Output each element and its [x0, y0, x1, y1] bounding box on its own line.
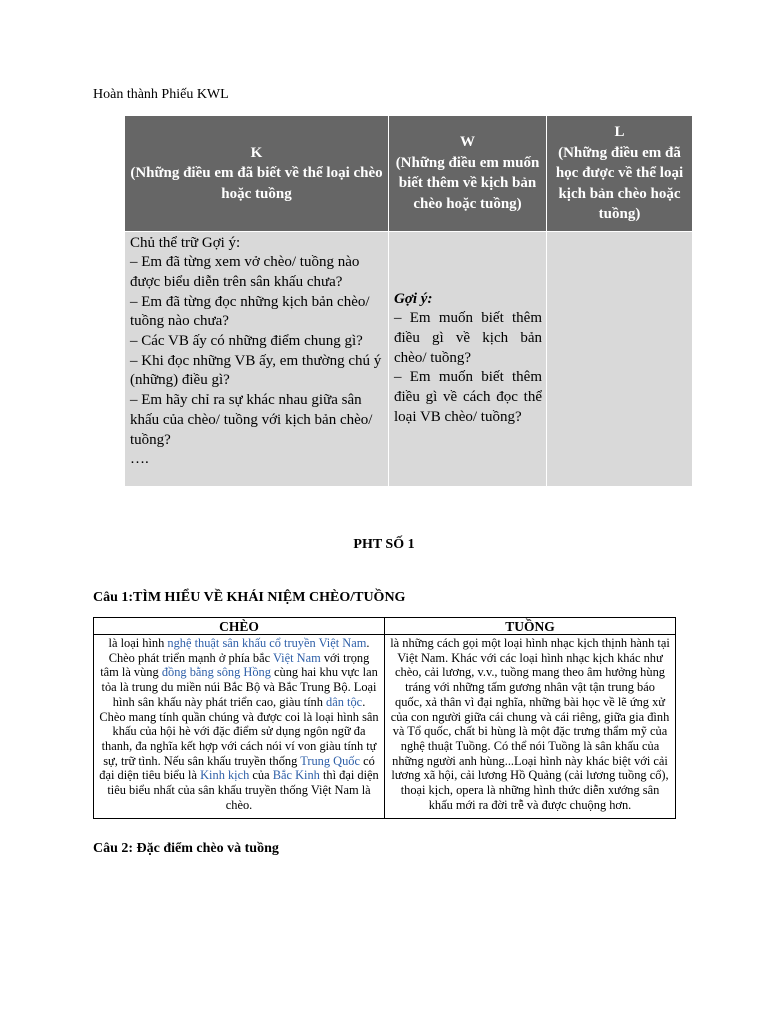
cheo-text: . Chèo mang tính quần chúng và được coi là loại hình sân khấu của hội hè với đặc điểm sử dụng ngôn ngữ đa thanh, đa nghĩa kết hợp với cách nói ví von giàu tính tự sự, trữ tình. Nếu sân khấu truyền thống [99, 694, 379, 768]
question-1-heading: Câu 1:TÌM HIỂU VỀ KHÁI NIỆM CHÈO/TUỒNG [93, 590, 406, 605]
question-2-heading: Câu 2: Đặc điểm chèo và tuồng [93, 841, 279, 856]
kwl-w-cell [389, 231, 547, 486]
w-title: Gợi ý: [394, 290, 433, 307]
ct-header-tuong: TUỒNG [385, 618, 676, 635]
kwl-header-w-letter: W [460, 134, 475, 151]
link-bac-kinh[interactable]: Bắc Kinh [272, 768, 320, 783]
k-line: – Em đã từng đọc những kịch bản chèo/ tuồng nào chưa? [130, 293, 370, 330]
kwl-header-row [125, 116, 693, 232]
ct-header-row [94, 618, 676, 635]
link-nghe-thuat[interactable]: nghệ thuật sân khấu cổ truyền Việt Nam [167, 636, 367, 650]
k-line: …. [130, 451, 149, 468]
kwl-l-cell [547, 231, 693, 486]
kwl-header-k [125, 116, 389, 232]
cheo-text: là loại hình [108, 636, 168, 650]
link-viet-nam[interactable]: Việt Nam [272, 650, 321, 665]
cheo-text: có đại diện tiêu biểu là [99, 753, 375, 783]
k-line: – Em hãy chỉ ra sự khác nhau giữa sân khấu của chèo/ tuồng với kịch bản chèo/ tuồng? [130, 392, 373, 448]
kwl-k-cell [125, 231, 389, 486]
link-kinh-kich[interactable]: Kinh kịch [200, 768, 250, 783]
k-line: – Các VB ấy có những điểm chung gì? [130, 333, 363, 350]
link-trung-quoc[interactable]: Trung Quốc [300, 753, 360, 768]
kwl-header-w [389, 116, 547, 232]
cheo-text: với trọng tâm là vùng [100, 650, 370, 680]
cheo-text: cùng hai khu vực lan tỏa là trung du miền núi Bắc Bộ và Bắc Trung Bộ. Loại hình sân khấu này phát triển cao, giàu tính [101, 665, 378, 709]
pht-title: PHT SỐ 1 [353, 537, 415, 552]
intro-text: Hoàn thành Phiếu KWL [93, 87, 229, 102]
ct-body-row [94, 635, 676, 819]
kwl-header-l-desc: (Những điều em đã học được về thể loại kịch bản chèo hoặc tuồng) [555, 144, 684, 222]
kwl-table [124, 115, 693, 487]
cheo-text: thì đại diện tiêu biểu nhất của sân khấu truyền thống Việt Nam là chèo. [107, 768, 379, 812]
w-line: – Em muốn biết thêm điều gì về kịch bản chèo/ tuồng? [394, 310, 542, 366]
k-line: Chủ thể trữ Gợi ý: [130, 234, 241, 251]
w-line: – Em muốn biết thêm điều gì về cách đọc thể loại VB chèo/ tuồng? [394, 369, 542, 425]
cheo-text: . Chèo phát triển mạnh ở phía bắc [108, 636, 370, 665]
kwl-header-l-letter: L [614, 124, 625, 140]
kwl-header-k-desc: (Những điều em đã biết về thể loại chèo hoặc tuồng [130, 165, 383, 202]
ct-header-cheo: CHÈO [94, 618, 385, 635]
link-dan-toc[interactable]: dân tộc [326, 694, 363, 709]
kwl-body-row [125, 231, 693, 486]
link-dong-bang-song-hong[interactable]: đồng bằng sông Hồng [161, 665, 271, 680]
cheo-tuong-table [93, 617, 676, 819]
cheo-text: của [249, 768, 273, 783]
k-line: – Khi đọc những VB ấy, em thường chú ý (những) điều gì? [130, 352, 382, 389]
ct-cheo-cell [94, 635, 385, 819]
kwl-header-w-desc: (Những điều em muốn biết thêm về kịch bản chèo hoặc tuồng) [395, 154, 540, 212]
k-line: – Em đã từng xem vở chèo/ tuồng nào được biểu diễn trên sân khấu chưa? [130, 254, 360, 290]
kwl-header-l [547, 116, 693, 232]
ct-tuong-cell: là những cách gọi một loại hình nhạc kịch thịnh hành tại Việt Nam. Khác với các loại hình nhạc kịch khác như chèo, cải lương, v.v., tuồng mang theo âm hưởng hùng tráng với những tấm gương nhân vật tận trung báo quốc, xả thân vì đại nghĩa, những bài học về lẽ ứng xử của con người giữa cái chung và cái riêng, giữa gia đình và Tổ quốc, chất bi hùng là một đặc trưng thẩm mỹ của nghệ thuật Tuồng. Có thể nói Tuồng là sân khấu của những người anh hùng...Loại hình này khác biệt với cải lương xã hội, cải lương Hồ Quảng (cải lương tuồng cổ), thoại kịch, opera là những hình thức diễn xướng sân khấu mới ra đời trễ và được chuộng hơn. [385, 635, 676, 819]
kwl-header-k-letter: K [250, 144, 263, 161]
